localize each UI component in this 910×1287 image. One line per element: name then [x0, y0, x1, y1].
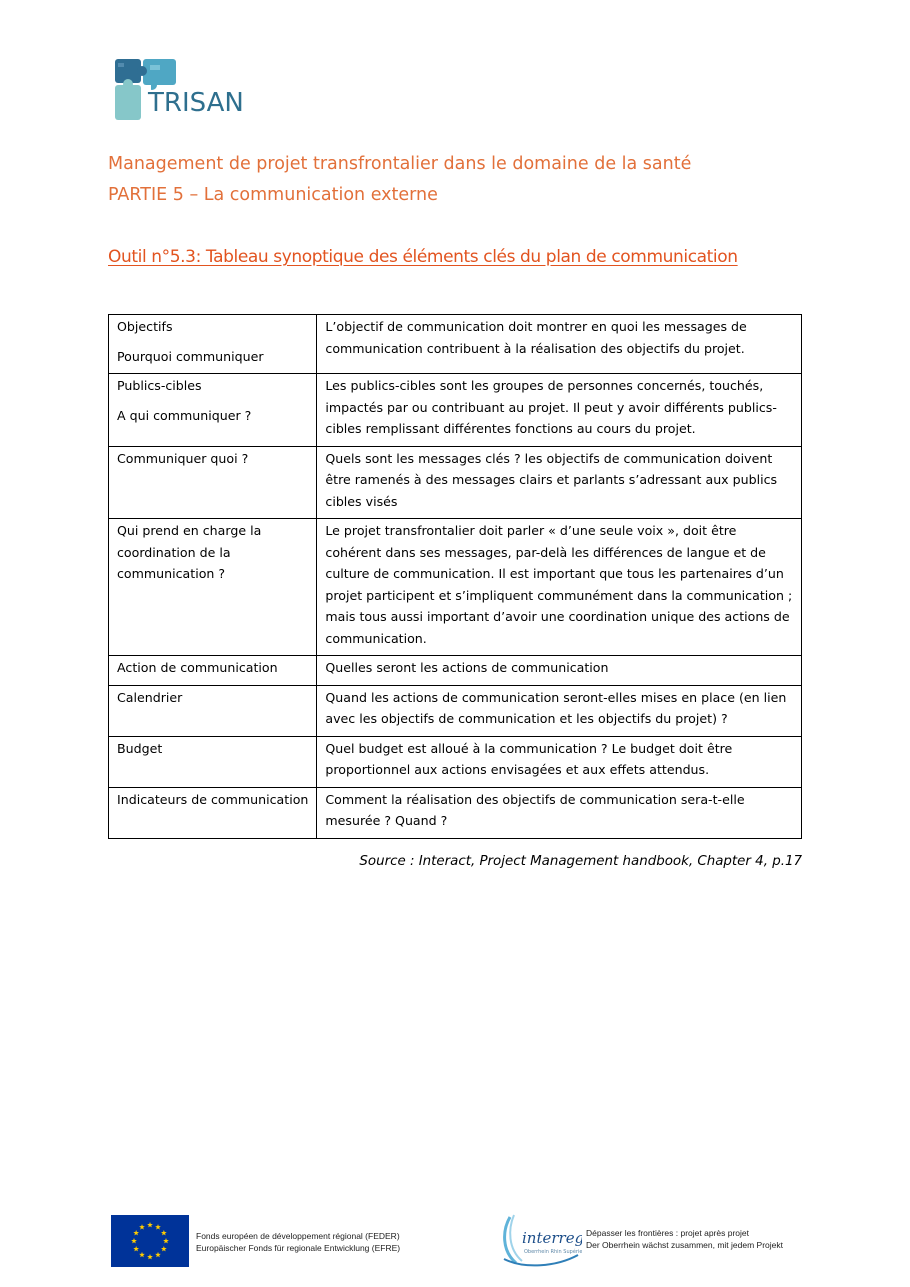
- table-row: [109, 736, 802, 787]
- row-sublabel: Pourquoi communiquer: [117, 348, 264, 364]
- eu-star: [161, 1230, 167, 1235]
- row-text: Le projet transfrontalier doit parler « d’une seule voix », doit être cohérent dans ses messages, par-delà les différences de langue et de culture de communication. Il est important que tous les partenaires d’un projet participent et s’impliquent communément dans la communication ; mais tous aussi important d’avoir une coordination unique des actions de communication.: [317, 519, 802, 656]
- interreg-logo: [500, 1209, 582, 1269]
- synoptic-table: [108, 314, 802, 839]
- eu-star: [133, 1230, 139, 1235]
- table-row: [109, 315, 802, 374]
- logo-text: TRISAN: [148, 88, 244, 118]
- row-label: Qui prend en charge la coordination de la communication ?: [109, 519, 317, 656]
- table-row: [109, 685, 802, 736]
- table-row: [109, 787, 802, 838]
- document-part: PARTIE 5 – La communication externe: [108, 185, 438, 205]
- interreg-line-de: Der Oberrhein wächst zusammen, mit jedem Projekt: [586, 1240, 783, 1250]
- eu-star: [147, 1222, 153, 1227]
- row-sublabel: A qui communiquer ?: [117, 407, 252, 423]
- tool-title: Outil n°5.3: Tableau synoptique des éléments clés du plan de communication: [108, 247, 738, 267]
- row-text: Quand les actions de communication seront-elles mises en place (en lien avec les objectifs de communication et les objectifs du projet) ?: [317, 685, 802, 736]
- table-row: [109, 446, 802, 519]
- row-label-cell: [109, 315, 317, 374]
- eu-fund-text: [196, 1230, 400, 1254]
- eu-star: [131, 1238, 137, 1243]
- document-subtitle: Management de projet transfrontalier dans le domaine de la santé: [108, 154, 692, 174]
- interreg-logo-subtext: Oberrhein Rhin Supérieur: [524, 1249, 582, 1255]
- eu-star: [147, 1254, 153, 1259]
- row-label: Objectifs: [117, 319, 173, 334]
- row-label: Communiquer quoi ?: [109, 446, 317, 519]
- row-label: Budget: [109, 736, 317, 787]
- table-row: [109, 656, 802, 686]
- row-text: Quel budget est alloué à la communication ? Le budget doit être proportionnel aux actions envisagées et aux effets attendus.: [317, 736, 802, 787]
- interreg-text: [586, 1227, 783, 1251]
- row-text: Les publics-cibles sont les groupes de personnes concernés, touchés, impactés par ou contribuant au projet. Il peut y avoir différents publics-cibles remplissant différentes fonctions au cours du projet.: [317, 374, 802, 447]
- eu-star: [139, 1224, 145, 1229]
- row-text: L’objectif de communication doit montrer en quoi les messages de communication contribuent à la réalisation des objectifs du projet.: [317, 315, 802, 374]
- interreg-logo-text: interreg: [522, 1229, 582, 1247]
- row-label: Action de communication: [109, 656, 317, 686]
- table-row: [109, 374, 802, 447]
- row-label: Indicateurs de communication: [109, 787, 317, 838]
- eu-star: [163, 1238, 169, 1243]
- eu-star: [133, 1246, 139, 1251]
- row-text: Quels sont les messages clés ? les objectifs de communication doivent être ramenés à des messages clairs et parlants s’adressant aux publics cibles visés: [317, 446, 802, 519]
- eu-star: [155, 1224, 161, 1229]
- row-text: Quelles seront les actions de communication: [317, 656, 802, 686]
- table-row: [109, 519, 802, 656]
- interreg-line-fr: Dépasser les frontières : projet après projet: [586, 1228, 749, 1238]
- row-label-cell: [109, 374, 317, 447]
- eu-flag-icon: [111, 1215, 189, 1267]
- trisan-logo: [110, 55, 245, 127]
- row-text: Comment la réalisation des objectifs de communication sera-t-elle mesurée ? Quand ?: [317, 787, 802, 838]
- eu-fund-line-fr: Fonds européen de développement régional (FEDER): [196, 1231, 400, 1241]
- source-citation: Source : Interact, Project Management handbook, Chapter 4, p.17: [359, 854, 802, 869]
- row-label: Publics-cibles: [117, 378, 202, 393]
- eu-star: [161, 1246, 167, 1251]
- eu-fund-line-de: Europäischer Fonds für regionale Entwicklung (EFRE): [196, 1243, 401, 1253]
- eu-star: [139, 1252, 145, 1257]
- eu-star: [155, 1252, 161, 1257]
- row-label: Calendrier: [109, 685, 317, 736]
